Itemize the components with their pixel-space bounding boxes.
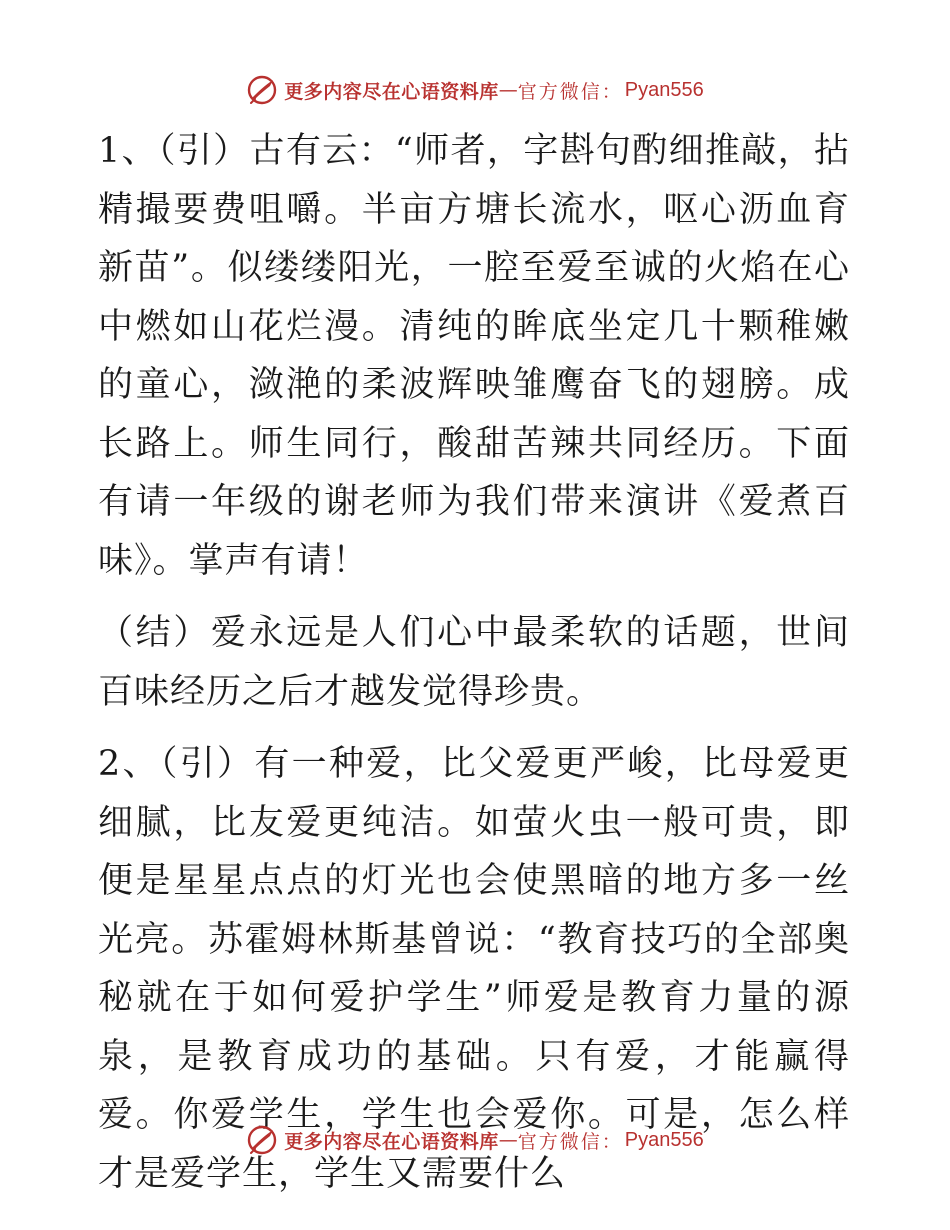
paragraph-1-intro: 1、（引）古有云：“师者，字斟句酌细推敲，拈精撮要费咀嚼。半亩方塘长流水，呕心沥血育新苗”。似缕缕阳光，一腔至爱至诚的火焰在心中燃如山花烂漫。清纯的眸底坐定几十颗稚嫩的童心，潋滟的柔波辉映雏鹰奋飞的翅膀。成长路上。师生同行，酸甜苦辣共同经历。下面有请一年级的谢老师为我们带来演讲《爱煮百味》。掌声有请！ [98, 131, 850, 581]
footer-dash: — [498, 1129, 518, 1151]
header-dash: — [498, 79, 518, 101]
header-wechat-label: 官方微信： [517, 80, 623, 103]
footer-site-text: 更多内容尽在心语资料库 [284, 1130, 499, 1153]
header-banner [0, 70, 950, 110]
paragraph-2-intro: 2、（引）有一种爱，比父爱更严峻，比母爱更细腻，比友爱更纯洁。如萤火虫一般可贵，即便是星星点点的灯光也会使黑暗的地方多一丝光亮。苏霍姆林斯基曾说：“教育技巧的全部奥秘就在于如何爱护学生”师爱是教育力量的源泉，是教育成功的基础。只有爱，才能赢得爱。你爱学生，学生也会爱你。可是，怎么样才是爱学生，学生又需要什么 [98, 744, 850, 1194]
quill-pen-logo-icon [246, 74, 278, 106]
header-site-text: 更多内容尽在心语资料库 [284, 80, 499, 103]
header-wechat-id: Pyan556 [624, 78, 704, 101]
footer-banner [0, 1120, 950, 1160]
footer-wechat-id: Pyan556 [624, 1128, 704, 1151]
quill-pen-logo-icon [246, 1124, 278, 1156]
footer-wechat-label: 官方微信： [517, 1130, 623, 1153]
document-body [98, 122, 850, 1217]
paragraph-1-conclusion: （结）爱永远是人们心中最柔软的话题，世间百味经历之后才越发觉得珍贵。 [98, 613, 850, 712]
